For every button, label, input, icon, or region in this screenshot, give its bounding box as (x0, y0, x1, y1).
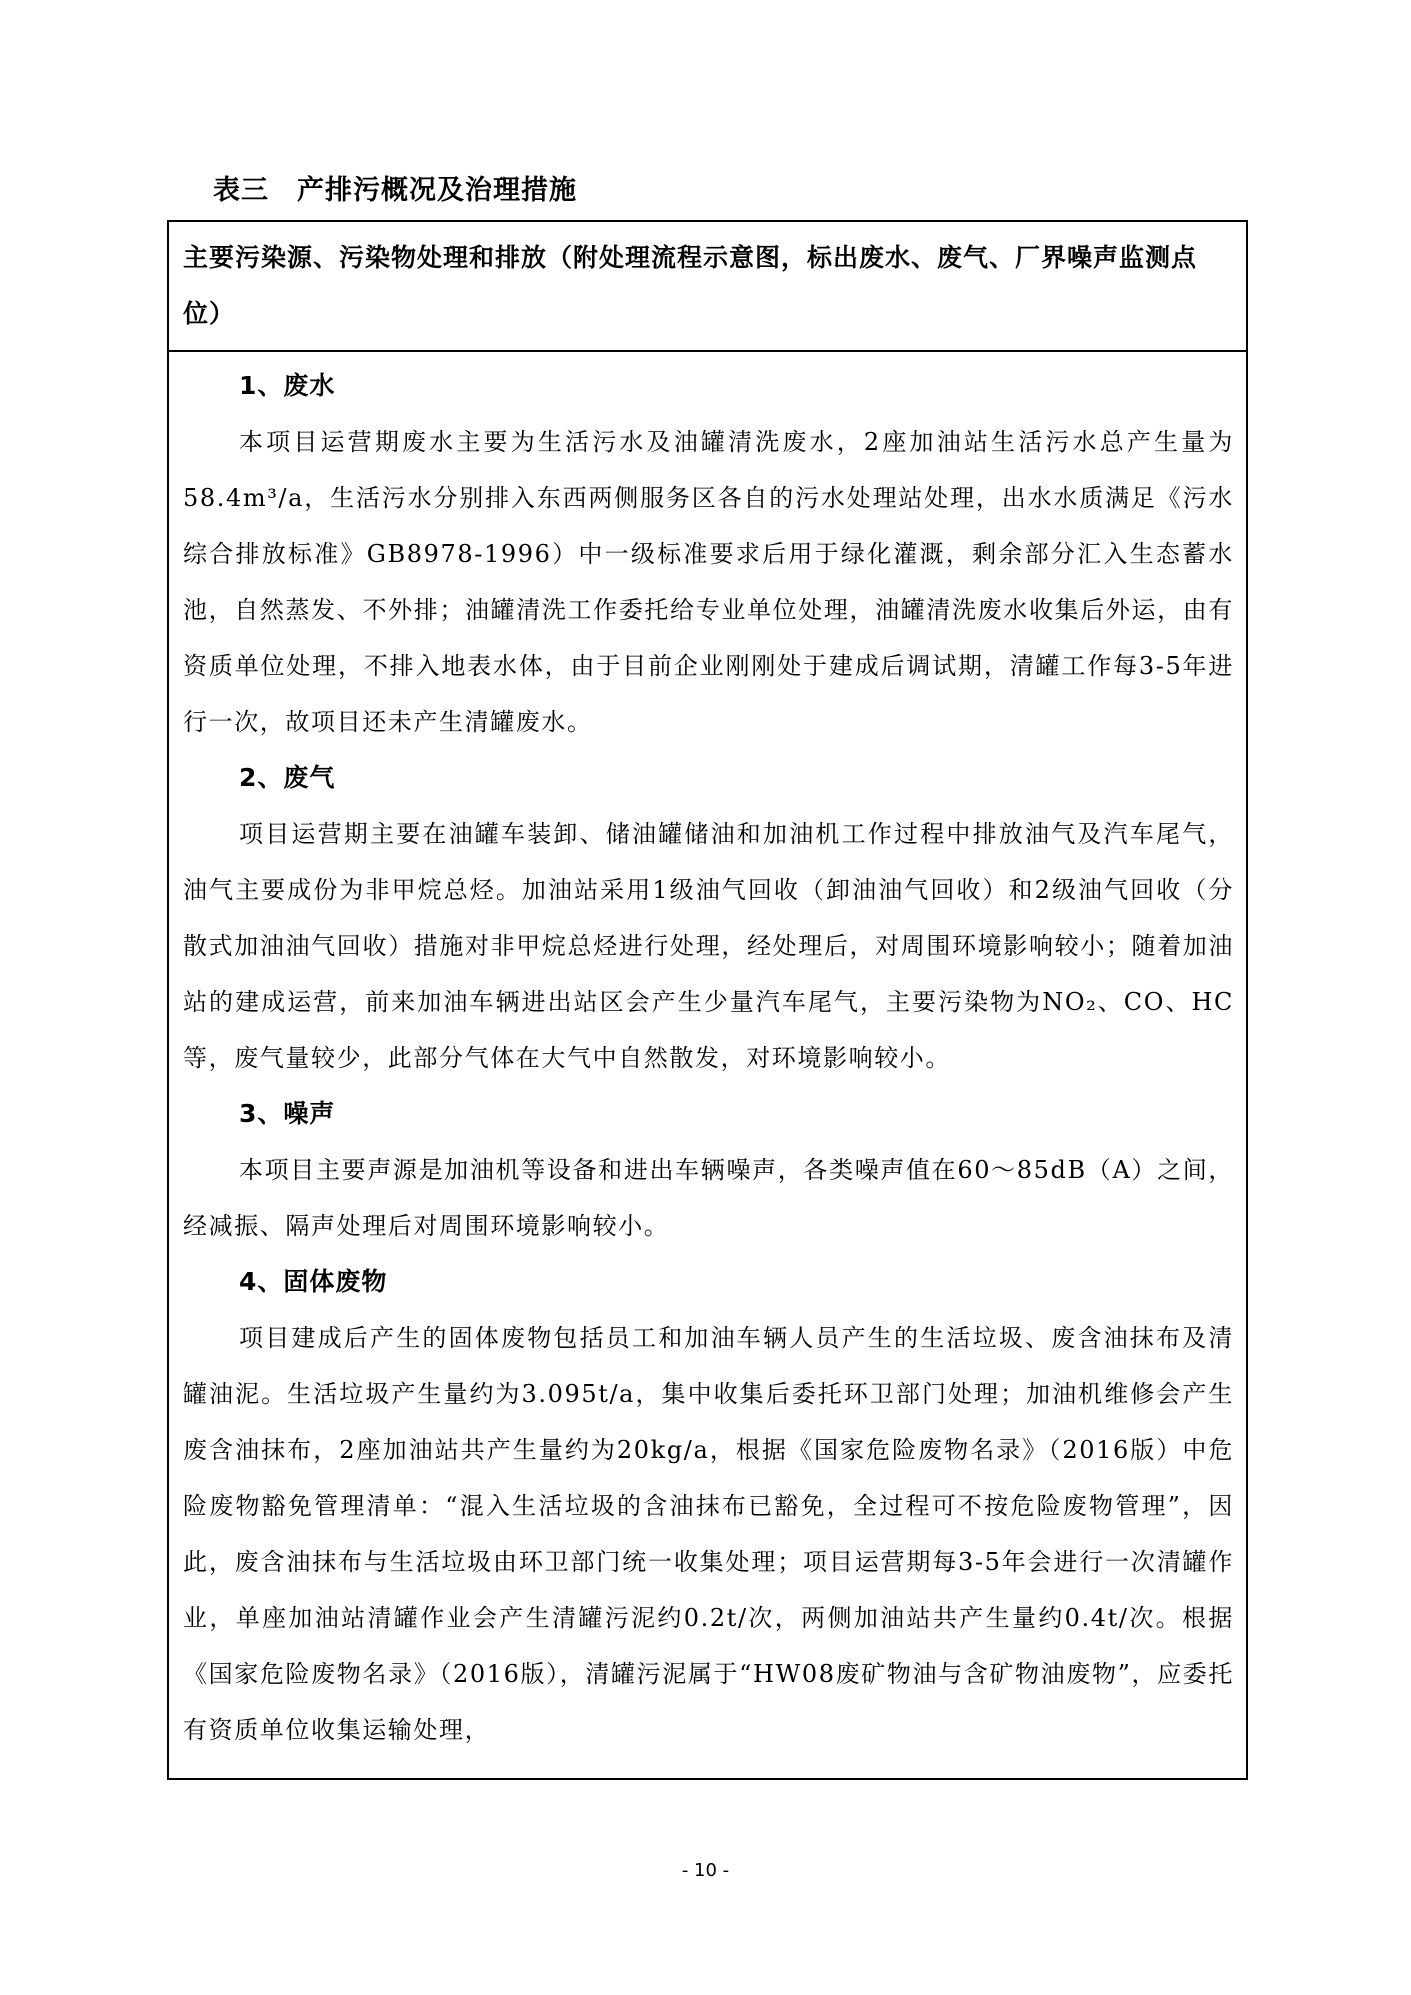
section-wastewater (183, 358, 1234, 750)
section-paragraph: 项目建成后产生的固体废物包括员工和加油车辆人员产生的生活垃圾、废含油抹布及清罐油泥。生活垃圾产生量约为3.095t/a，集中收集后委托环卫部门处理；加油机维修会产生废含油抹布，2座加油站共产生量约为20kg/a，根据《国家危险废物名录》（2016版）中危险废物豁免管理清单：“混入生活垃圾的含油抹布已豁免，全过程可不按危险废物管理”，因此，废含油抹布与生活垃圾由环卫部门统一收集处理；项目运营期每3-5年会进行一次清罐作业，单座加油站清罐作业会产生清罐污泥约0.2t/次，两侧加油站共产生量约0.4t/次。根据《国家危险废物名录》（2016版），清罐污泥属于“HW08废矿物油与含矿物油废物”，应委托有资质单位收集运输处理， (183, 1324, 1234, 1744)
section-exhaust-gas (183, 750, 1234, 1086)
section-solid-waste (183, 1254, 1234, 1758)
section-heading: 4、固体废物 (239, 1267, 388, 1296)
page-number: - 10 - (681, 1860, 730, 1881)
table-title: 表三 产排污概况及治理措施 (213, 175, 577, 206)
section-paragraph: 本项目运营期废水主要为生活污水及油罐清洗废水，2座加油站生活污水总产生量为58.4m³/a，生活污水分别排入东西两侧服务区各自的污水处理站处理，出水水质满足《污水综合排放标准》GB8978-1996）中一级标准要求后用于绿化灌溉，剩余部分汇入生态蓄水池，自然蒸发、不外排；油罐清洗工作委托给专业单位处理，油罐清洗废水收集后外运，由有资质单位处理，不排入地表水体，由于目前企业刚刚处于建成后调试期，清罐工作每3-5年进行一次，故项目还未产生清罐废水。 (183, 428, 1234, 736)
section-heading: 1、废水 (239, 371, 336, 400)
section-paragraph: 本项目主要声源是加油机等设备和进出车辆噪声，各类噪声值在60～85dB（A）之间，经减振、隔声处理后对周围环境影响较小。 (183, 1156, 1234, 1240)
section-heading: 3、噪声 (239, 1099, 336, 1128)
section-heading: 2、废气 (239, 763, 336, 792)
table-header: 主要污染源、污染物处理和排放（附处理流程示意图，标出废水、废气、厂界噪声监测点位） (169, 222, 1246, 352)
section-paragraph: 项目运营期主要在油罐车装卸、储油罐储油和加油机工作过程中排放油气及汽车尾气，油气主要成份为非甲烷总烃。加油站采用1级油气回收（卸油油气回收）和2级油气回收（分散式加油油气回收）措施对非甲烷总烃进行处理，经处理后，对周围环境影响较小；随着加油站的建成运营，前来加油车辆进出站区会产生少量汽车尾气，主要污染物为NO₂、CO、HC等，废气量较少，此部分气体在大气中自然散发，对环境影响较小。 (183, 820, 1234, 1072)
section-noise (183, 1086, 1234, 1254)
content-table (167, 220, 1248, 1780)
table-body (169, 352, 1246, 1758)
